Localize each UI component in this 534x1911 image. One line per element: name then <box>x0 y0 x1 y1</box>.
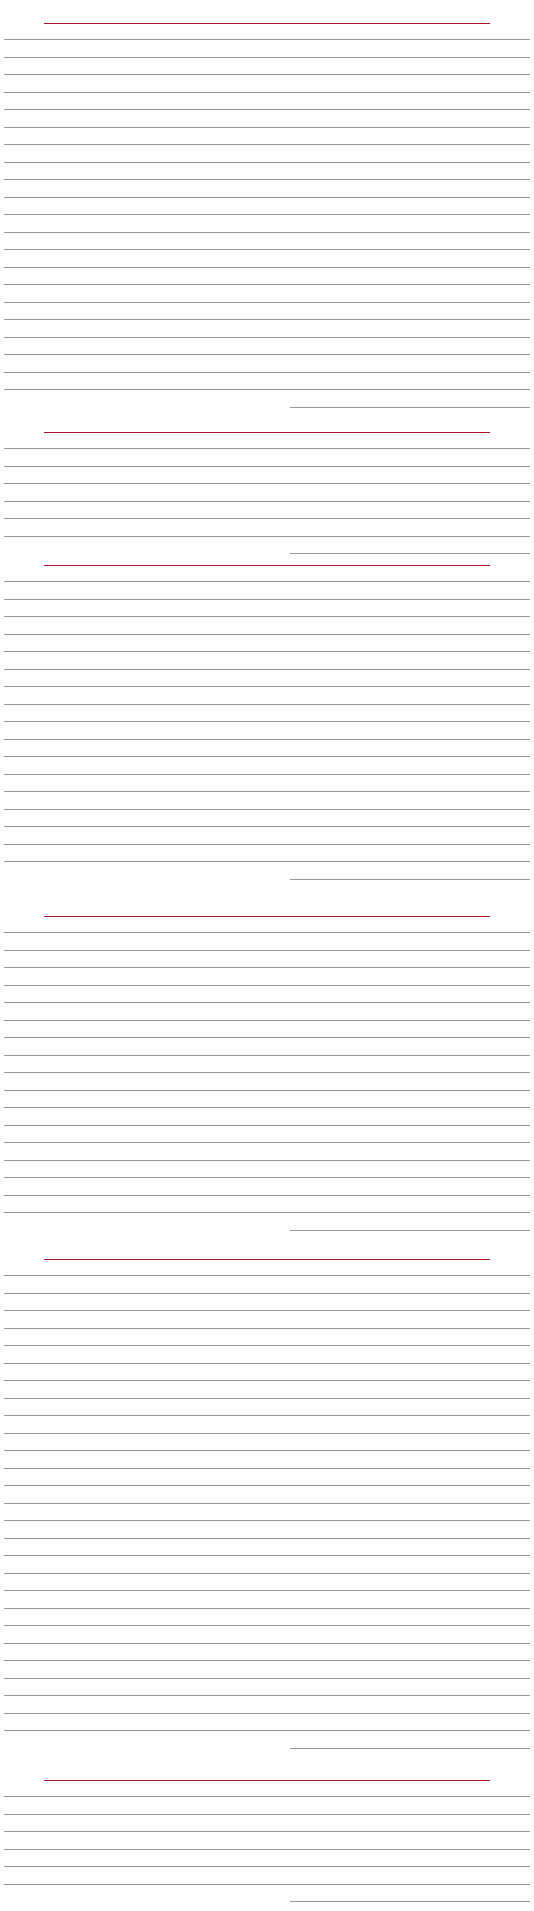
text-line-placeholder <box>4 466 530 467</box>
text-line-placeholder <box>4 967 530 968</box>
text-line-placeholder <box>4 518 530 519</box>
text-line-placeholder <box>4 1142 530 1143</box>
text-line-placeholder <box>4 669 530 670</box>
text-line-placeholder <box>4 144 530 145</box>
text-line-placeholder <box>4 1660 530 1661</box>
headline-underline <box>44 23 490 24</box>
text-line-placeholder <box>290 879 530 880</box>
text-line-placeholder <box>4 319 530 320</box>
text-line-placeholder <box>4 1730 530 1731</box>
text-line-placeholder <box>4 1293 530 1294</box>
text-line-placeholder <box>4 1590 530 1591</box>
text-line-placeholder <box>4 581 530 582</box>
text-line-placeholder <box>4 1468 530 1469</box>
text-line-placeholder <box>4 536 530 537</box>
text-line-placeholder <box>4 1072 530 1073</box>
text-line-placeholder <box>4 1643 530 1644</box>
text-line-placeholder <box>4 739 530 740</box>
text-line-placeholder <box>4 1212 530 1213</box>
text-line-placeholder <box>4 179 530 180</box>
text-line-placeholder <box>4 1695 530 1696</box>
story-body <box>4 1785 530 1908</box>
text-line-placeholder <box>4 1573 530 1574</box>
text-line-placeholder <box>4 1195 530 1196</box>
text-line-placeholder <box>4 354 530 355</box>
text-line-placeholder <box>4 1275 530 1276</box>
text-line-placeholder <box>4 1849 530 1850</box>
text-line-placeholder <box>4 774 530 775</box>
text-line-placeholder <box>4 1503 530 1504</box>
text-line-placeholder <box>4 1037 530 1038</box>
story-body <box>4 1264 530 1754</box>
text-line-placeholder <box>4 616 530 617</box>
text-line-placeholder <box>4 109 530 110</box>
story-revenue-board-land <box>0 1239 534 1758</box>
text-line-placeholder <box>4 1450 530 1451</box>
text-line-placeholder <box>4 932 530 933</box>
text-line-placeholder <box>4 1538 530 1539</box>
story-body <box>4 570 530 885</box>
text-line-placeholder <box>4 1866 530 1867</box>
text-line-placeholder <box>4 39 530 40</box>
text-line-placeholder <box>4 1090 530 1091</box>
text-line-placeholder <box>4 1485 530 1486</box>
text-line-placeholder <box>4 651 530 652</box>
headline-underline <box>44 1259 490 1260</box>
text-line-placeholder <box>4 1713 530 1714</box>
text-line-placeholder <box>290 1748 530 1749</box>
text-line-placeholder <box>4 1055 530 1056</box>
text-line-placeholder <box>4 704 530 705</box>
text-line-placeholder <box>4 950 530 951</box>
text-line-placeholder <box>4 791 530 792</box>
text-line-placeholder <box>4 1160 530 1161</box>
text-line-placeholder <box>4 214 530 215</box>
text-line-placeholder <box>4 599 530 600</box>
headline-underline <box>44 1780 490 1781</box>
text-line-placeholder <box>4 57 530 58</box>
headline-underline <box>44 916 490 917</box>
text-line-placeholder <box>4 1796 530 1797</box>
text-line-placeholder <box>4 232 530 233</box>
text-line-placeholder <box>4 826 530 827</box>
text-line-placeholder <box>4 1328 530 1329</box>
text-line-placeholder <box>4 483 530 484</box>
text-line-placeholder <box>4 127 530 128</box>
headline-underline <box>44 432 490 433</box>
text-line-placeholder <box>4 337 530 338</box>
headline-underline <box>44 565 490 566</box>
text-line-placeholder <box>4 267 530 268</box>
text-line-placeholder <box>4 1020 530 1021</box>
text-line-placeholder <box>4 1398 530 1399</box>
text-line-placeholder <box>4 249 530 250</box>
text-line-placeholder <box>4 501 530 502</box>
text-line-placeholder <box>4 1107 530 1108</box>
story-body <box>4 437 530 560</box>
text-line-placeholder <box>290 1230 530 1231</box>
text-line-placeholder <box>4 809 530 810</box>
text-line-placeholder <box>4 448 530 449</box>
text-line-placeholder <box>4 985 530 986</box>
text-line-placeholder <box>4 389 530 390</box>
text-line-placeholder <box>4 756 530 757</box>
text-line-placeholder <box>4 1625 530 1626</box>
text-line-placeholder <box>4 1125 530 1126</box>
text-line-placeholder <box>4 1814 530 1815</box>
text-line-placeholder <box>4 1345 530 1346</box>
text-line-placeholder <box>4 844 530 845</box>
text-line-placeholder <box>4 634 530 635</box>
text-line-placeholder <box>4 1678 530 1679</box>
text-line-placeholder <box>4 372 530 373</box>
text-line-placeholder <box>4 302 530 303</box>
story-altaf-cases <box>0 412 534 564</box>
text-line-placeholder <box>290 1901 530 1902</box>
text-line-placeholder <box>4 1555 530 1556</box>
text-line-placeholder <box>4 1310 530 1311</box>
text-line-placeholder <box>4 1415 530 1416</box>
text-line-placeholder <box>4 1002 530 1003</box>
story-visa-sticker-agent <box>0 0 534 417</box>
story-swat-family <box>0 545 534 889</box>
story-underworld-contract <box>0 894 534 1240</box>
text-line-placeholder <box>4 284 530 285</box>
story-advisor-appointment <box>0 1760 534 1911</box>
text-line-placeholder <box>4 1884 530 1885</box>
text-line-placeholder <box>290 407 530 408</box>
text-line-placeholder <box>4 162 530 163</box>
story-body <box>4 921 530 1236</box>
text-line-placeholder <box>4 1433 530 1434</box>
text-line-placeholder <box>4 1177 530 1178</box>
text-line-placeholder <box>4 1380 530 1381</box>
text-line-placeholder <box>4 1363 530 1364</box>
text-line-placeholder <box>4 861 530 862</box>
text-line-placeholder <box>4 197 530 198</box>
text-line-placeholder <box>4 686 530 687</box>
text-line-placeholder <box>4 74 530 75</box>
text-line-placeholder <box>4 1831 530 1832</box>
story-body <box>4 28 530 413</box>
text-line-placeholder <box>4 1520 530 1521</box>
text-line-placeholder <box>4 92 530 93</box>
text-line-placeholder <box>4 721 530 722</box>
text-line-placeholder <box>4 1608 530 1609</box>
